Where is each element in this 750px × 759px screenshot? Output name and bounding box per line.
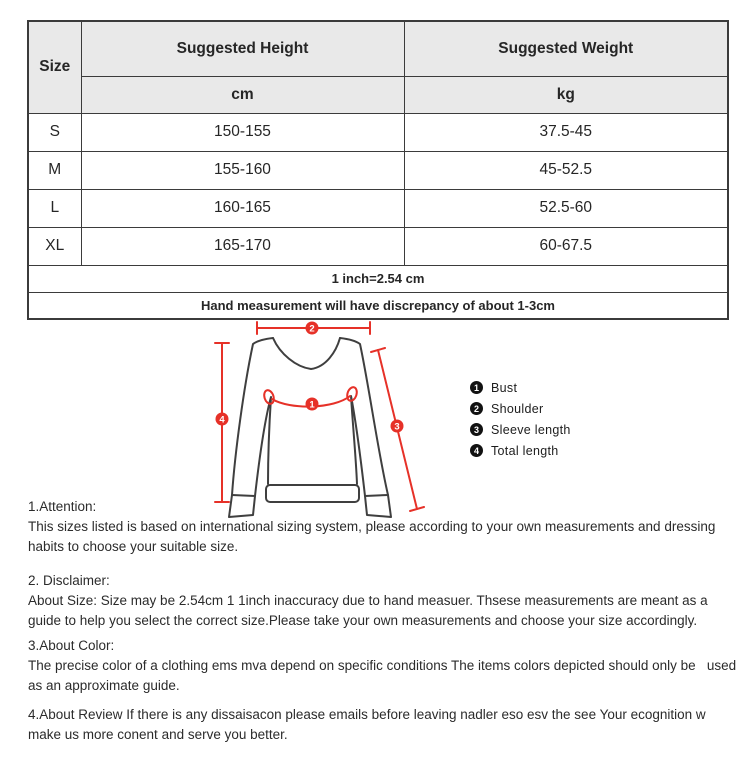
weight-cell: 45-52.5 <box>404 151 728 189</box>
marker-total-length <box>216 413 229 426</box>
about-review-body: 4.About Review If there is any dissaisacon please emails before leaving nadler eso esv the see Your ecognition w make us more conent and serve you better. <box>28 707 717 742</box>
table-row-m <box>28 151 728 189</box>
size-cell: S <box>28 113 81 151</box>
attention-body: This sizes listed is based on international sizing system, please according to your own measurements and dressing habits to choose your suitable size. <box>28 519 727 554</box>
size-cell: M <box>28 151 81 189</box>
svg-text:3: 3 <box>394 421 400 433</box>
inch-conversion-row <box>28 265 728 292</box>
legend-item-total-length <box>470 440 571 461</box>
marker-bust <box>306 398 319 411</box>
header-size: Size <box>28 21 81 113</box>
sweater-measurement-diagram <box>185 316 485 520</box>
hand-measurement-note: Hand measurement will have discrepancy of about 1-3cm <box>28 292 728 319</box>
about-review-section <box>28 705 738 745</box>
legend-label-bust: Bust <box>491 380 518 395</box>
inch-conversion-note: 1 inch=2.54 cm <box>28 265 728 292</box>
weight-cell: 37.5-45 <box>404 113 728 151</box>
size-chart-table <box>27 20 729 320</box>
legend-dot-1: 1 <box>470 381 483 394</box>
svg-text:4: 4 <box>219 414 225 426</box>
attention-heading: 1.Attention: <box>28 499 97 514</box>
height-cell: 150-155 <box>81 113 404 151</box>
marker-shoulder <box>306 322 319 335</box>
disclaimer-body: About Size: Size may be 2.54cm 1 1inch inaccuracy due to hand measuer. Thsese measurements are meant as a guide to help you select the correct size.Please take your own measurements and choose your size accordingly. <box>28 593 719 628</box>
hand-measurement-row <box>28 292 728 319</box>
about-color-section <box>28 636 738 696</box>
svg-text:1: 1 <box>309 399 315 411</box>
size-cell: XL <box>28 227 81 265</box>
legend-label-shoulder: Shoulder <box>491 401 544 416</box>
header-suggested-weight: Suggested Weight <box>404 21 728 76</box>
legend-item-sleeve-length <box>470 419 571 440</box>
height-cell: 165-170 <box>81 227 404 265</box>
attention-section <box>28 497 738 557</box>
header-suggested-height: Suggested Height <box>81 21 404 76</box>
table-row-l <box>28 189 728 227</box>
table-row-s <box>28 113 728 151</box>
svg-text:2: 2 <box>309 323 315 335</box>
height-cell: 155-160 <box>81 151 404 189</box>
disclaimer-section <box>28 571 738 631</box>
table-row-xl <box>28 227 728 265</box>
marker-sleeve-length <box>391 420 404 433</box>
header-unit-kg: kg <box>404 76 728 113</box>
legend-dot-3: 3 <box>470 423 483 436</box>
legend-item-bust <box>470 377 571 398</box>
weight-cell: 60-67.5 <box>404 227 728 265</box>
notes-section <box>28 497 738 759</box>
size-cell: L <box>28 189 81 227</box>
weight-cell: 52.5-60 <box>404 189 728 227</box>
legend-item-shoulder <box>470 398 571 419</box>
about-color-heading: 3.About Color: <box>28 638 115 653</box>
height-cell: 160-165 <box>81 189 404 227</box>
legend-label-sleeve-length: Sleeve length <box>491 422 571 437</box>
sweater-outline <box>229 338 391 517</box>
header-unit-cm: cm <box>81 76 404 113</box>
measurement-legend <box>470 377 571 461</box>
legend-dot-2: 2 <box>470 402 483 415</box>
about-color-body: The precise color of a clothing ems mva depend on specific conditions The items colors depicted should only be used as an approximate guide. <box>28 658 740 693</box>
legend-dot-4: 4 <box>470 444 483 457</box>
disclaimer-heading: 2. Disclaimer: <box>28 573 110 588</box>
legend-label-total-length: Total length <box>491 443 559 458</box>
